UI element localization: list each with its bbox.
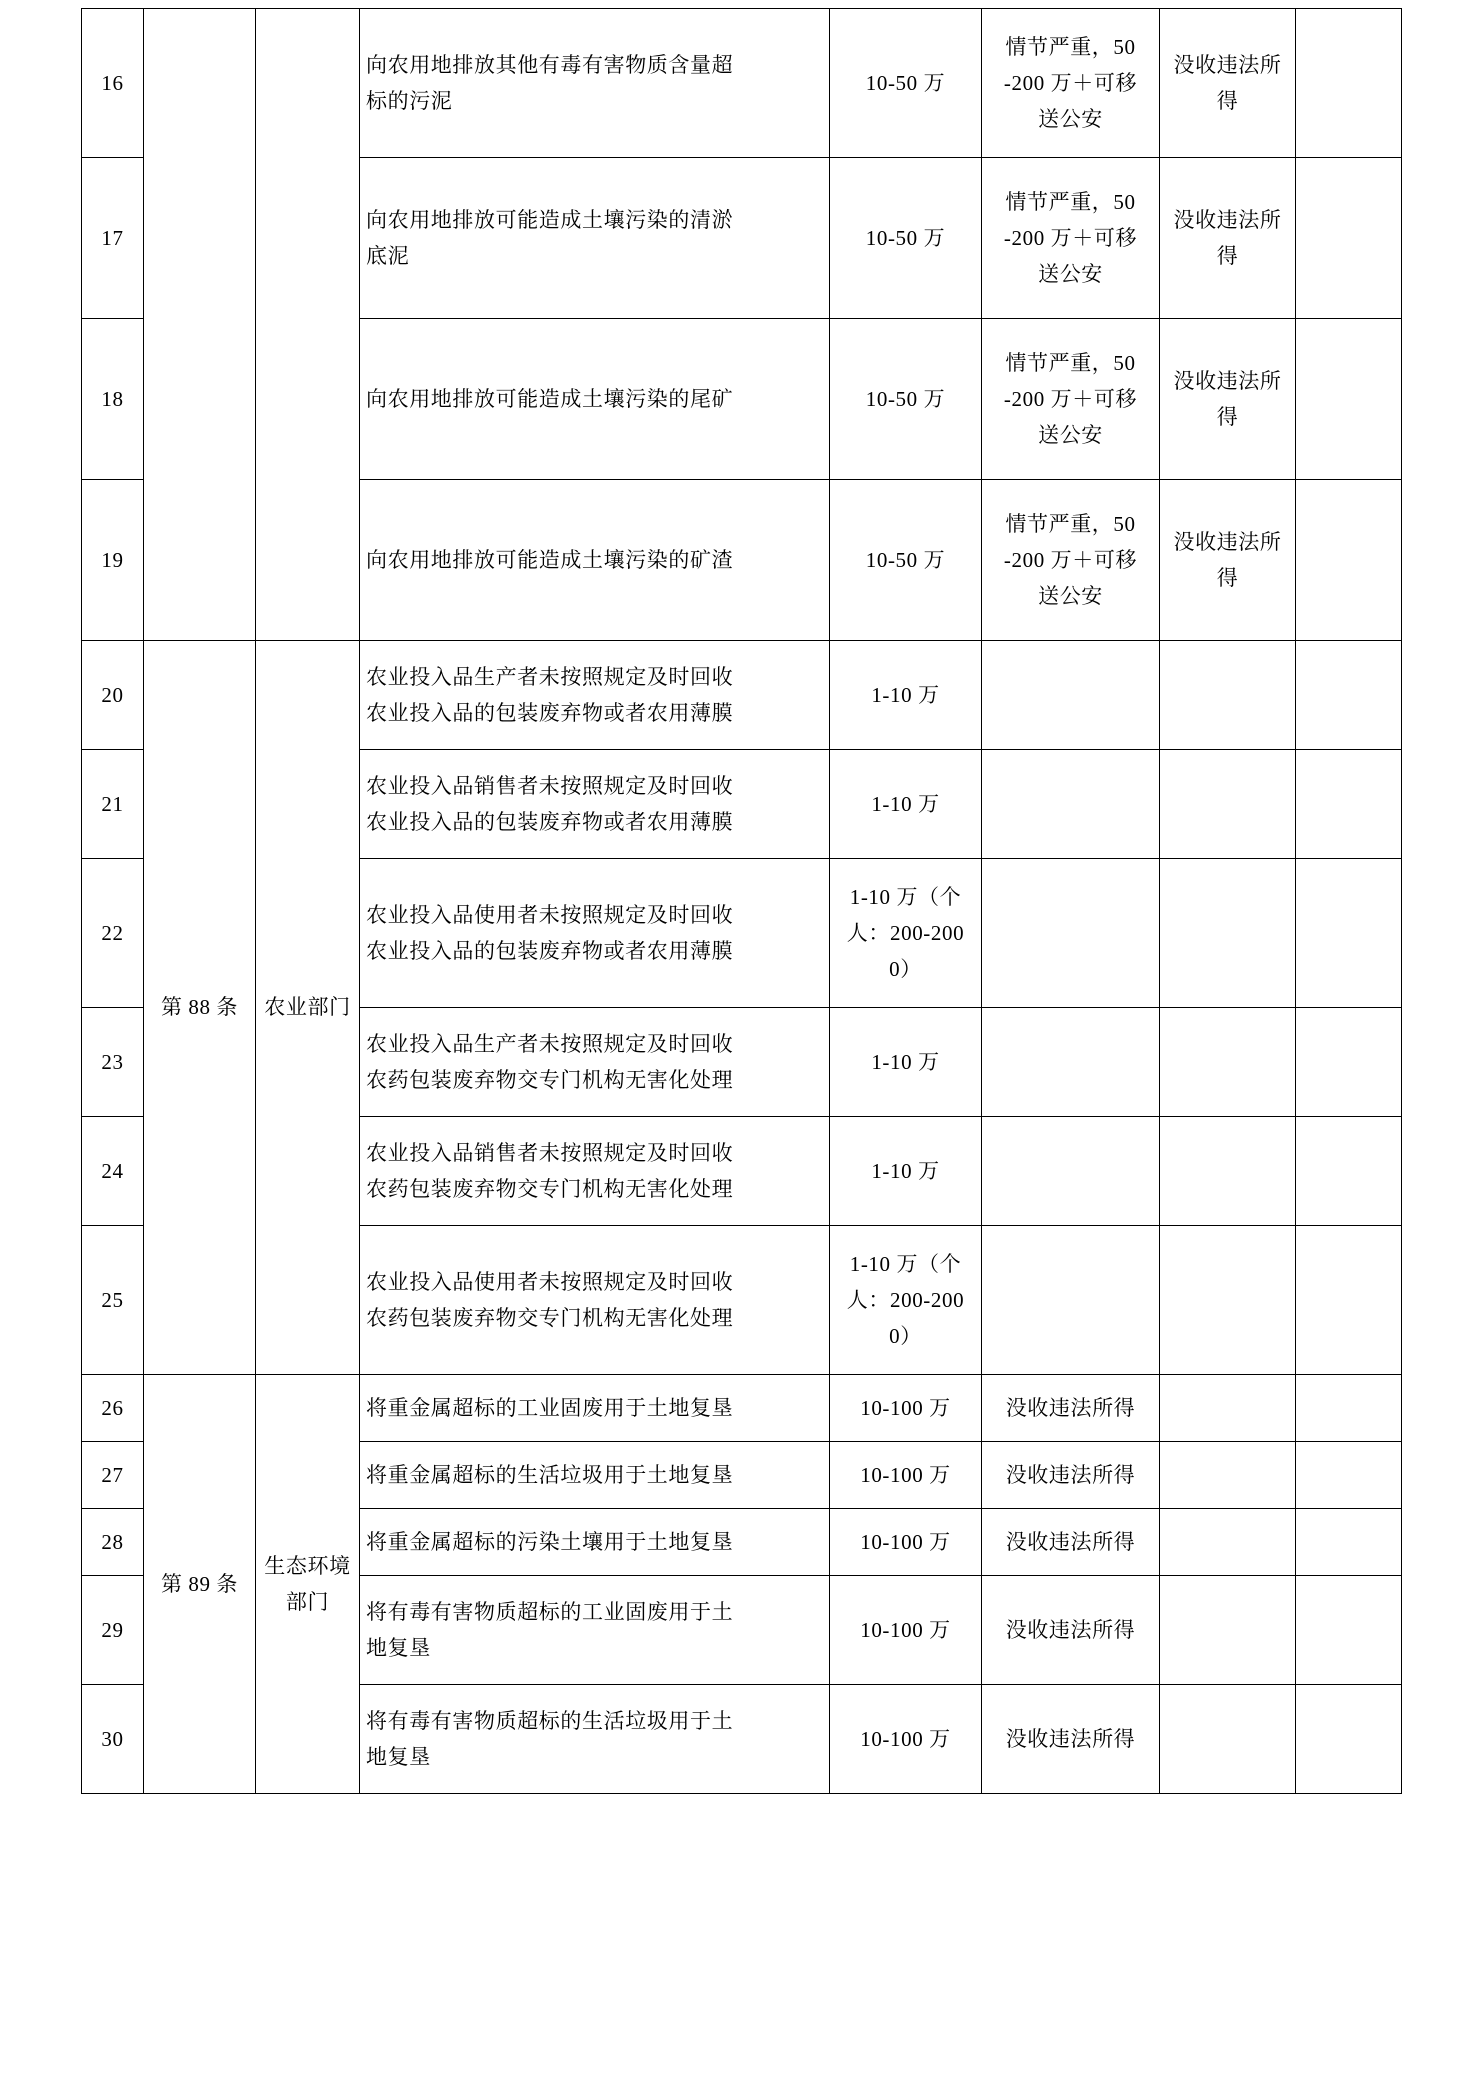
severe-case: 情节严重，50 -200 万＋可移 送公安 bbox=[982, 480, 1160, 641]
row-number: 19 bbox=[82, 480, 144, 641]
severe-case: 没收违法所得 bbox=[982, 1509, 1160, 1576]
severe-case: 没收违法所得 bbox=[982, 1685, 1160, 1794]
fine-amount: 1-10 万（个 人：200-200 0） bbox=[830, 859, 982, 1008]
violation-description: 将有毒有害物质超标的工业固废用于土 地复垦 bbox=[360, 1576, 830, 1685]
other-measures bbox=[1296, 1442, 1402, 1509]
fine-amount: 10-100 万 bbox=[830, 1576, 982, 1685]
row-number: 28 bbox=[82, 1509, 144, 1576]
other-measures bbox=[1296, 9, 1402, 158]
article-cell-89: 第 89 条 bbox=[144, 1375, 256, 1794]
fine-amount: 10-50 万 bbox=[830, 158, 982, 319]
row-number: 27 bbox=[82, 1442, 144, 1509]
severe-case: 情节严重，50 -200 万＋可移 送公安 bbox=[982, 319, 1160, 480]
confiscation bbox=[1160, 1442, 1296, 1509]
table-row bbox=[82, 641, 1402, 750]
row-number: 16 bbox=[82, 9, 144, 158]
confiscation: 没收违法所 得 bbox=[1160, 319, 1296, 480]
severe-case bbox=[982, 1008, 1160, 1117]
other-measures bbox=[1296, 641, 1402, 750]
other-measures bbox=[1296, 1509, 1402, 1576]
severe-case bbox=[982, 750, 1160, 859]
other-measures bbox=[1296, 1117, 1402, 1226]
fine-amount: 1-10 万 bbox=[830, 750, 982, 859]
table-row bbox=[82, 9, 1402, 158]
fine-amount: 1-10 万 bbox=[830, 1008, 982, 1117]
violation-description: 农业投入品销售者未按照规定及时回收 农业投入品的包装废弃物或者农用薄膜 bbox=[360, 750, 830, 859]
administrative-penalty-table bbox=[81, 8, 1402, 1794]
confiscation bbox=[1160, 1576, 1296, 1685]
other-measures bbox=[1296, 480, 1402, 641]
violation-description: 向农用地排放可能造成土壤污染的尾矿 bbox=[360, 319, 830, 480]
confiscation bbox=[1160, 1117, 1296, 1226]
row-number: 24 bbox=[82, 1117, 144, 1226]
row-number: 22 bbox=[82, 859, 144, 1008]
row-number: 30 bbox=[82, 1685, 144, 1794]
fine-amount: 10-100 万 bbox=[830, 1375, 982, 1442]
severe-case: 情节严重，50 -200 万＋可移 送公安 bbox=[982, 9, 1160, 158]
other-measures bbox=[1296, 1375, 1402, 1442]
fine-amount: 1-10 万 bbox=[830, 641, 982, 750]
fine-amount: 10-50 万 bbox=[830, 9, 982, 158]
confiscation: 没收违法所 得 bbox=[1160, 9, 1296, 158]
other-measures bbox=[1296, 1226, 1402, 1375]
confiscation bbox=[1160, 859, 1296, 1008]
confiscation bbox=[1160, 641, 1296, 750]
row-number: 25 bbox=[82, 1226, 144, 1375]
fine-amount: 10-100 万 bbox=[830, 1442, 982, 1509]
article-cell-88: 第 88 条 bbox=[144, 641, 256, 1375]
severe-case: 情节严重，50 -200 万＋可移 送公安 bbox=[982, 158, 1160, 319]
violation-description: 农业投入品生产者未按照规定及时回收 农业投入品的包装废弃物或者农用薄膜 bbox=[360, 641, 830, 750]
violation-description: 将重金属超标的污染土壤用于土地复垦 bbox=[360, 1509, 830, 1576]
confiscation: 没收违法所 得 bbox=[1160, 480, 1296, 641]
fine-amount: 10-100 万 bbox=[830, 1509, 982, 1576]
row-number: 23 bbox=[82, 1008, 144, 1117]
severe-case: 没收违法所得 bbox=[982, 1576, 1160, 1685]
row-number: 17 bbox=[82, 158, 144, 319]
confiscation: 没收违法所 得 bbox=[1160, 158, 1296, 319]
confiscation bbox=[1160, 1509, 1296, 1576]
severe-case bbox=[982, 641, 1160, 750]
violation-description: 农业投入品使用者未按照规定及时回收 农业投入品的包装废弃物或者农用薄膜 bbox=[360, 859, 830, 1008]
row-number: 20 bbox=[82, 641, 144, 750]
confiscation bbox=[1160, 1226, 1296, 1375]
fine-amount: 10-50 万 bbox=[830, 480, 982, 641]
table-row bbox=[82, 1375, 1402, 1442]
other-measures bbox=[1296, 1685, 1402, 1794]
other-measures bbox=[1296, 319, 1402, 480]
row-number: 26 bbox=[82, 1375, 144, 1442]
other-measures bbox=[1296, 158, 1402, 319]
violation-description: 农业投入品销售者未按照规定及时回收 农药包装废弃物交专门机构无害化处理 bbox=[360, 1117, 830, 1226]
fine-amount: 10-50 万 bbox=[830, 319, 982, 480]
confiscation bbox=[1160, 750, 1296, 859]
violation-description: 农业投入品生产者未按照规定及时回收 农药包装废弃物交专门机构无害化处理 bbox=[360, 1008, 830, 1117]
confiscation bbox=[1160, 1685, 1296, 1794]
confiscation bbox=[1160, 1008, 1296, 1117]
row-number: 21 bbox=[82, 750, 144, 859]
severe-case bbox=[982, 1226, 1160, 1375]
dept-cell-88: 农业部门 bbox=[256, 641, 360, 1375]
fine-amount: 1-10 万 bbox=[830, 1117, 982, 1226]
row-number: 29 bbox=[82, 1576, 144, 1685]
dept-cell-top bbox=[256, 9, 360, 641]
other-measures bbox=[1296, 1008, 1402, 1117]
violation-description: 向农用地排放其他有毒有害物质含量超 标的污泥 bbox=[360, 9, 830, 158]
violation-description: 将重金属超标的生活垃圾用于土地复垦 bbox=[360, 1442, 830, 1509]
fine-amount: 1-10 万（个 人：200-200 0） bbox=[830, 1226, 982, 1375]
violation-description: 将重金属超标的工业固废用于土地复垦 bbox=[360, 1375, 830, 1442]
violation-description: 向农用地排放可能造成土壤污染的清淤 底泥 bbox=[360, 158, 830, 319]
severe-case: 没收违法所得 bbox=[982, 1442, 1160, 1509]
fine-amount: 10-100 万 bbox=[830, 1685, 982, 1794]
severe-case bbox=[982, 859, 1160, 1008]
article-cell-top bbox=[144, 9, 256, 641]
other-measures bbox=[1296, 859, 1402, 1008]
severe-case bbox=[982, 1117, 1160, 1226]
violation-description: 将有毒有害物质超标的生活垃圾用于土 地复垦 bbox=[360, 1685, 830, 1794]
other-measures bbox=[1296, 1576, 1402, 1685]
severe-case: 没收违法所得 bbox=[982, 1375, 1160, 1442]
other-measures bbox=[1296, 750, 1402, 859]
confiscation bbox=[1160, 1375, 1296, 1442]
row-number: 18 bbox=[82, 319, 144, 480]
violation-description: 向农用地排放可能造成土壤污染的矿渣 bbox=[360, 480, 830, 641]
dept-cell-89: 生态环境 部门 bbox=[256, 1375, 360, 1794]
violation-description: 农业投入品使用者未按照规定及时回收 农药包装废弃物交专门机构无害化处理 bbox=[360, 1226, 830, 1375]
